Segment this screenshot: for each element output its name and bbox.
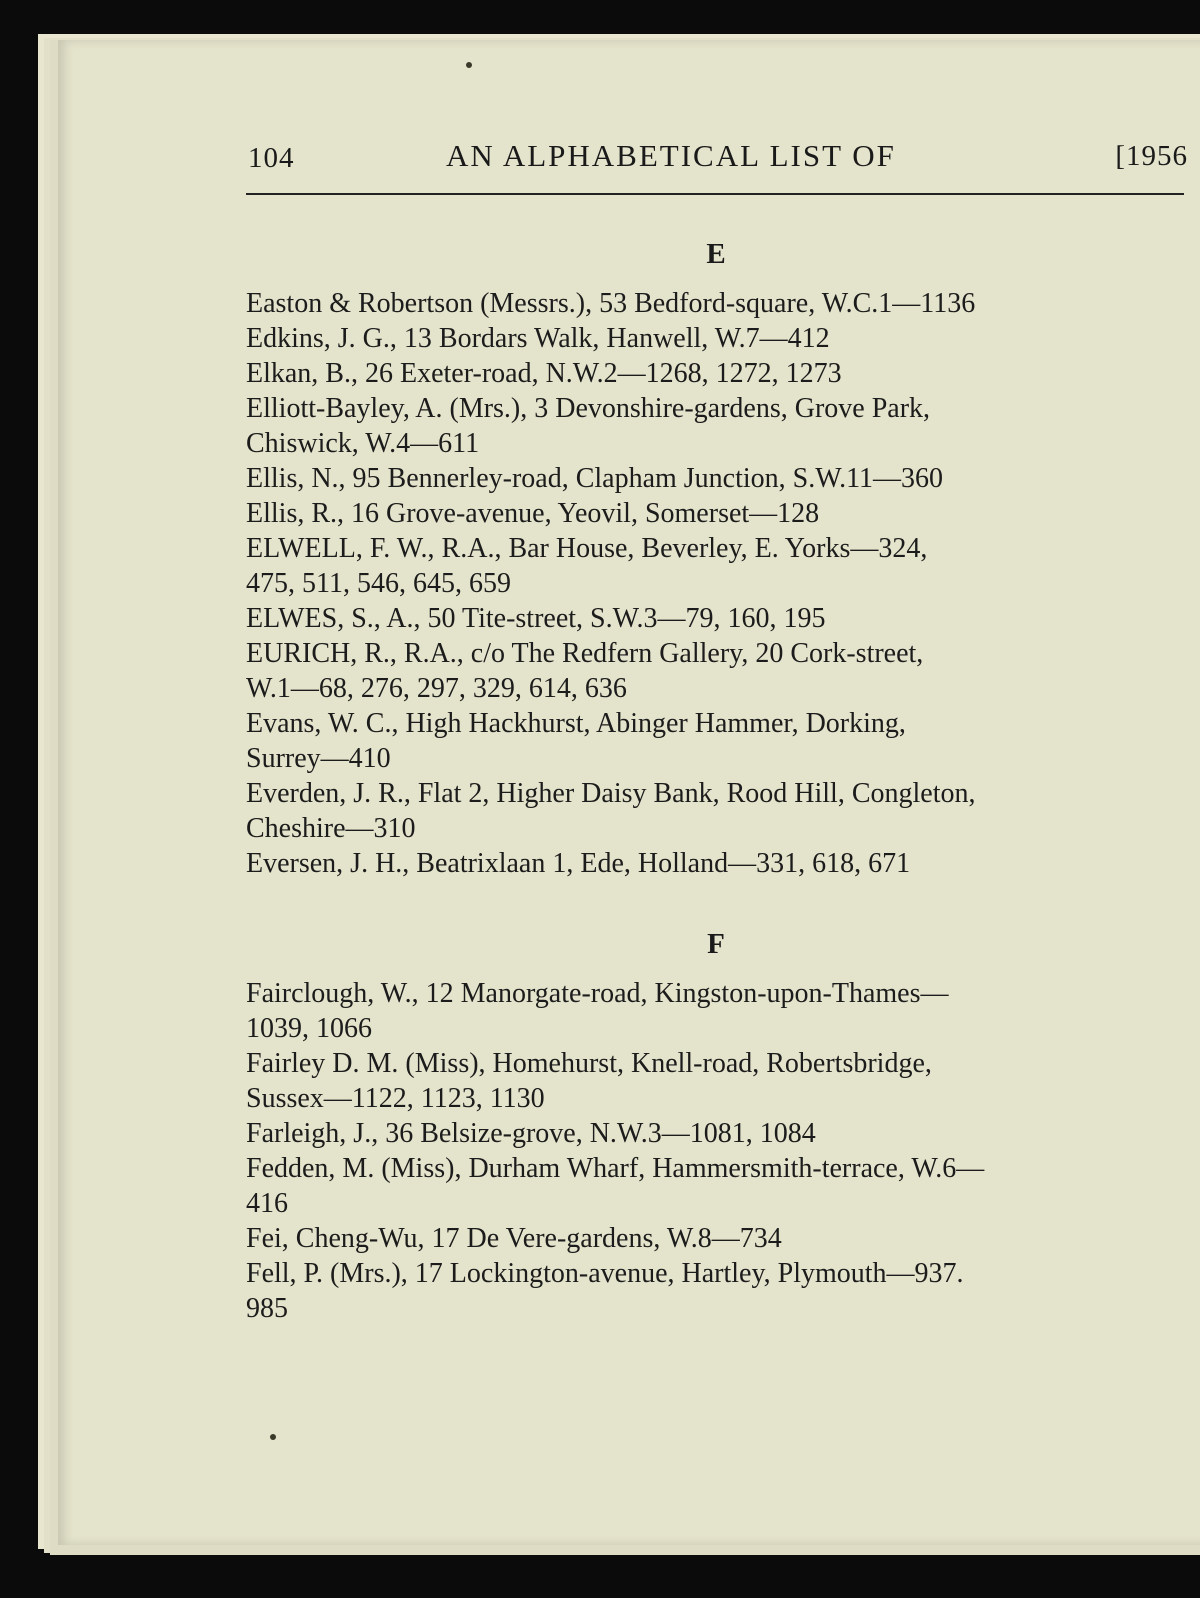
- entry-line: Fairclough, W., 12 Manorgate-road, Kingston-upon-Thames—: [246, 978, 949, 1009]
- entry-line: ELWELL, F. W., R.A., Bar House, Beverley, E. Yorks—324,: [246, 533, 928, 564]
- entry-line: Ellis, R., 16 Grove-avenue, Yeovil, Somerset—128: [246, 498, 820, 529]
- entry-line: Everden, J. R., Flat 2, Higher Daisy Bank, Rood Hill, Congleton,: [246, 778, 976, 809]
- entry-line: Edkins, J. G., 13 Bordars Walk, Hanwell, W.7—412: [246, 323, 830, 354]
- index-entry: [246, 356, 1196, 391]
- print-speck: [270, 1434, 276, 1440]
- entry-continuation: 1039, 1066: [246, 1013, 372, 1044]
- index-entry: [246, 601, 1196, 636]
- entry-line: Farleigh, J., 36 Belsize-grove, N.W.3—1081, 1084: [246, 1118, 816, 1149]
- index-entry: [246, 1116, 1196, 1151]
- entry-continuation: Surrey—410: [246, 743, 391, 774]
- index-entry: [246, 636, 1196, 706]
- index-entry: [246, 1221, 1196, 1256]
- index-entry: [246, 706, 1196, 776]
- index-entry: [246, 976, 1196, 1046]
- entry-line: Ellis, N., 95 Bennerley-road, Clapham Junction, S.W.11—360: [246, 463, 944, 494]
- year-label: [1956: [1115, 140, 1188, 172]
- running-header: [248, 136, 1188, 180]
- index-entry: [246, 846, 1196, 881]
- header-rule: [246, 193, 1184, 195]
- index-entry: [246, 391, 1196, 461]
- entry-line: Elliott-Bayley, A. (Mrs.), 3 Devonshire-gardens, Grove Park,: [246, 393, 931, 424]
- index-entry: [246, 461, 1196, 496]
- section-letter-e: E: [706, 238, 726, 270]
- entry-continuation: W.1—68, 276, 297, 329, 614, 636: [246, 673, 627, 704]
- entry-line: Elkan, B., 26 Exeter-road, N.W.2—1268, 1272, 1273: [246, 358, 842, 389]
- entry-line: Fei, Cheng-Wu, 17 De Vere-gardens, W.8—734: [246, 1223, 782, 1254]
- entry-list-f: [246, 976, 1196, 1326]
- entry-continuation: Cheshire—310: [246, 813, 416, 844]
- entry-continuation: Chiswick, W.4—611: [246, 428, 480, 459]
- entry-continuation: 416: [246, 1188, 288, 1219]
- entry-line: ELWES, S., A., 50 Tite-street, S.W.3—79, 160, 195: [246, 603, 826, 634]
- entry-line: Fell, P. (Mrs.), 17 Lockington-avenue, Hartley, Plymouth—937.: [246, 1258, 964, 1289]
- entry-continuation: 985: [246, 1293, 288, 1324]
- index-entry: [246, 1151, 1196, 1221]
- index-entry: [246, 321, 1196, 356]
- index-entry: [246, 776, 1196, 846]
- index-entry: [246, 531, 1196, 601]
- entry-continuation: Sussex—1122, 1123, 1130: [246, 1083, 545, 1114]
- entry-line: Evans, W. C., High Hackhurst, Abinger Hammer, Dorking,: [246, 708, 906, 739]
- index-entry: [246, 286, 1196, 321]
- section-letter-f: F: [707, 928, 725, 960]
- running-title: AN ALPHABETICAL LIST OF: [446, 138, 896, 173]
- entry-line: EURICH, R., R.A., c/o The Redfern Gallery, 20 Cork-street,: [246, 638, 924, 669]
- entry-continuation: 475, 511, 546, 645, 659: [246, 568, 511, 599]
- entry-list-e: [246, 286, 1196, 881]
- page-number: 104: [248, 142, 295, 174]
- entry-line: Fairley D. M. (Miss), Homehurst, Knell-road, Robertsbridge,: [246, 1048, 932, 1079]
- print-speck: [466, 62, 472, 68]
- index-entry: [246, 1046, 1196, 1116]
- index-entry: [246, 1256, 1196, 1326]
- index-entry: [246, 496, 1196, 531]
- entry-line: Easton & Robertson (Messrs.), 53 Bedford-square, W.C.1—1136: [246, 288, 976, 319]
- entry-line: Fedden, M. (Miss), Durham Wharf, Hammersmith-terrace, W.6—: [246, 1153, 985, 1184]
- entry-line: Eversen, J. H., Beatrixlaan 1, Ede, Holland—331, 618, 671: [246, 848, 911, 879]
